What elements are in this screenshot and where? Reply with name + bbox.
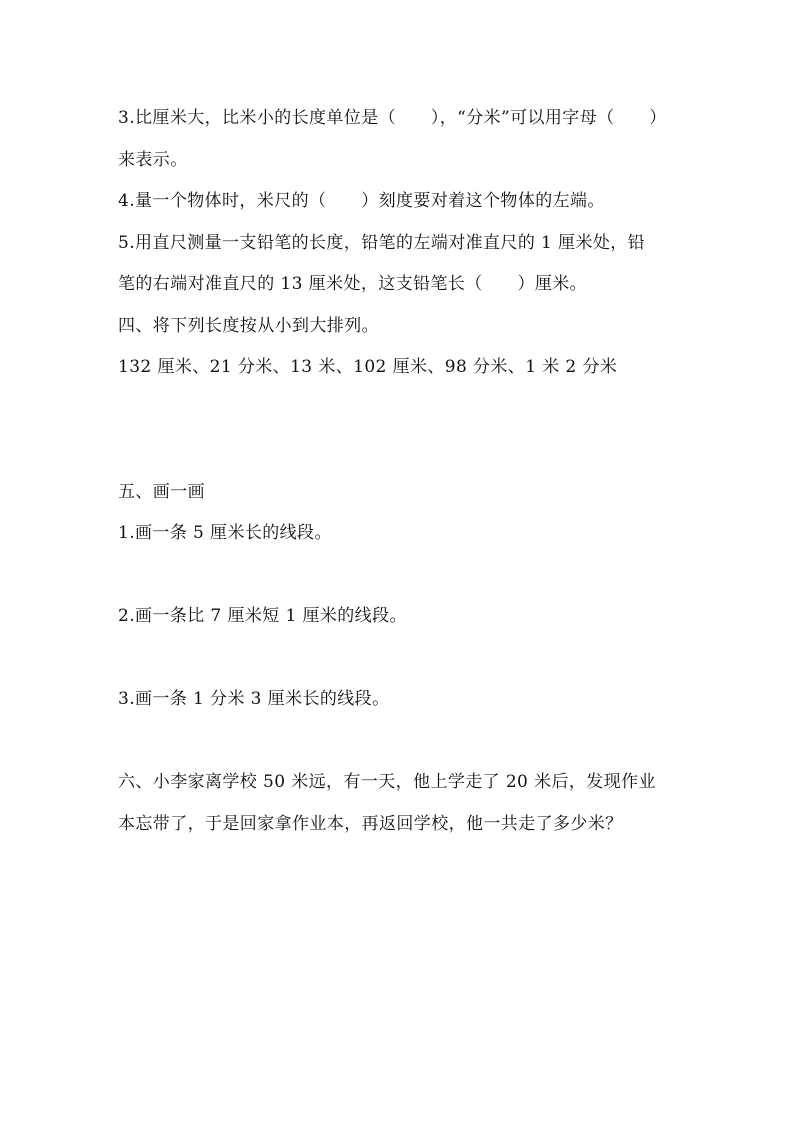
section-4-heading: 四、将下列长度按从小到大排列。 (118, 316, 379, 336)
question-4: 4.量一个物体时，米尺的（ ）刻度要对着这个物体的左端。 (118, 191, 605, 211)
draw-question-1: 1.画一条 5 厘米长的线段。 (118, 523, 332, 543)
section-4-lengths: 132 厘米、21 分米、13 米、102 厘米、98 分米、1 米 2 分米 (118, 357, 618, 377)
question-3-line-1: 3.比厘米大，比米小的长度单位是（ ），“分米”可以用字母（ ） (118, 108, 667, 128)
question-3-line-2: 来表示。 (118, 150, 188, 170)
question-5-line-1: 5.用直尺测量一支铅笔的长度，铅笔的左端对准直尺的 1 厘米处，铅 (118, 233, 646, 253)
draw-question-3: 3.画一条 1 分米 3 厘米长的线段。 (118, 689, 390, 709)
section-6-line-2: 本忘带了，于是回家拿作业本，再返回学校，他一共走了多少米？ (118, 814, 623, 834)
draw-question-2: 2.画一条比 7 厘米短 1 厘米的线段。 (118, 606, 407, 626)
question-5-line-2: 笔的右端对准直尺的 13 厘米处，这支铅笔长（ ）厘米。 (118, 274, 588, 294)
section-6-line-1: 六、小李家离学校 50 米远，有一天，他上学走了 20 米后，发现作业 (118, 772, 656, 792)
section-5-heading: 五、画一画 (118, 482, 205, 502)
